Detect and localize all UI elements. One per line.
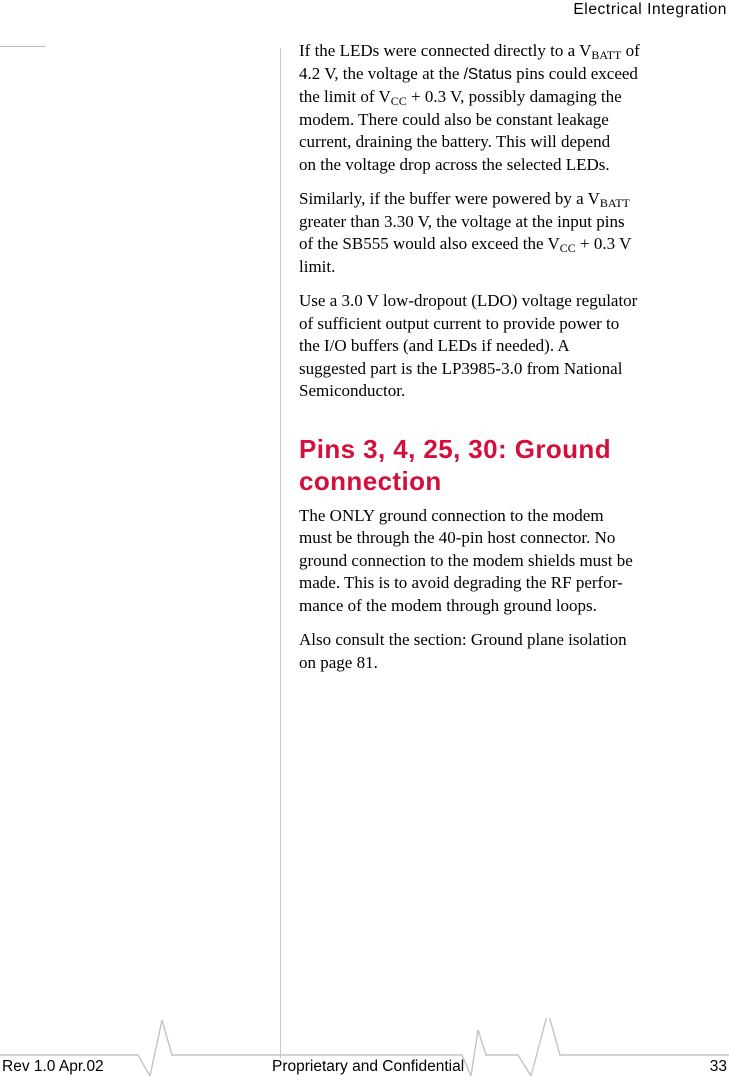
running-header-title: Electrical Integration	[573, 1, 727, 18]
paragraph-cross-reference: Also consult the section: Ground plane isolation on page 81.	[299, 630, 627, 672]
paragraph-buffer-power: Similarly, if the buffer were powered by a $V_{BATT}$ greater than 3.30 V, the voltage at the input pins of the SB555 would also exceed the $V_{CC} + 0.3$ V limit.	[299, 189, 632, 276]
section-heading-ground-connection: Pins 3, 4, 25, 30: Ground connection	[299, 433, 611, 496]
footer-revision: Rev 1.0 Apr.02	[2, 1058, 104, 1075]
paragraph-ground-connection: The ONLY ground connection to the modem must be through the 40-pin host connector. No ground connection to the modem shields must be made. This is to avoid degrading the RF perfor- mance of the modem through ground loops.	[299, 505, 633, 615]
margin-divider	[280, 48, 281, 1058]
status-pin-name: /Status	[463, 65, 512, 83]
body-content	[299, 40, 729, 686]
paragraph-led-voltage: If the LEDs were connected directly to a $V_{BATT}$ of 4.2 V, the voltage at the /Status pins could exceed the limit of $V_{CC} + 0.3$ V, possibly damaging the modem. There could also be constant leakage current, draining the battery. This will depend on the voltage drop across the selected LEDs.	[299, 41, 640, 174]
header-rule	[0, 46, 46, 47]
footer-page-number: 33	[709, 1058, 727, 1075]
footer-confidentiality: Proprietary and Confidential	[272, 1058, 465, 1075]
paragraph-ldo-regulator: Use a 3.0 V low-dropout (LDO) voltage regulator of sufficient output current to provide power to the I/O buffers (and LEDs if needed). A suggested part is the LP3985-3.0 from National Semiconductor.	[299, 291, 638, 400]
